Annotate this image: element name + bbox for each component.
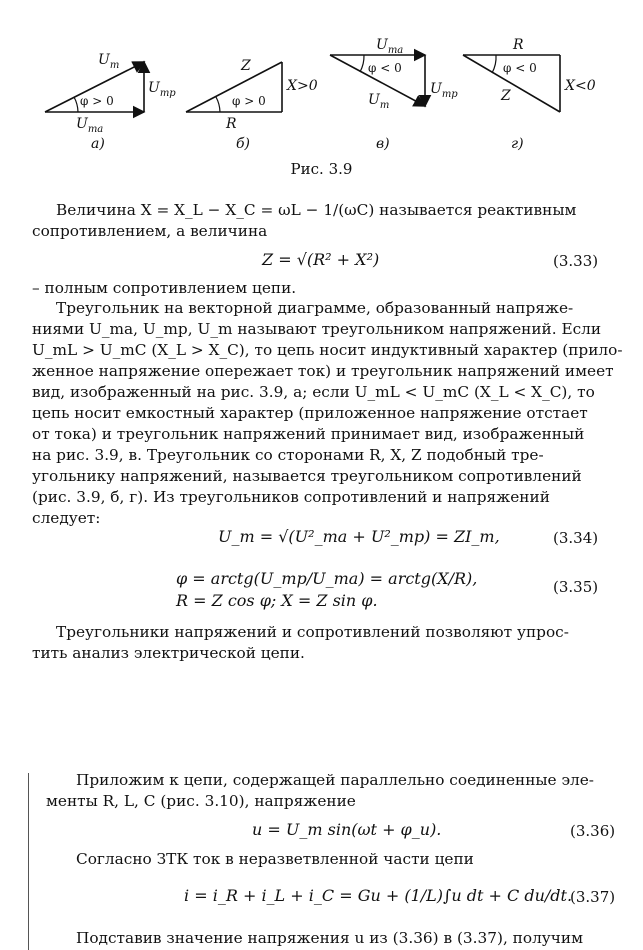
label-a-hyp: $U_m$ xyxy=(98,52,120,71)
label-g-angle: φ < 0 xyxy=(503,61,537,75)
label-v-hyp: $U_m$ xyxy=(368,92,390,111)
paragraph-simplify: Треугольники напряжений и сопротивлений позволяют упрос- тить анализ электрической цепи. xyxy=(32,623,569,662)
tag-g: г) xyxy=(511,136,524,152)
label-g-top: R xyxy=(513,37,524,53)
equation-3-34: U_m = √(U²_ma + U²_mp) = ZI_m, xyxy=(218,527,500,546)
label-g-vert: X<0 xyxy=(565,78,596,94)
figure-caption: Рис. 3.9 xyxy=(290,160,353,178)
label-b-angle: φ > 0 xyxy=(232,94,266,108)
figure-3-9 xyxy=(0,0,643,200)
label-a-base: $U_{ma}$ xyxy=(76,116,104,135)
equation-3-37: i = i_R + i_L + i_C = Gu + (1/L)∫u dt + C du/dt. xyxy=(184,886,573,905)
equation-3-37-number: (3.37) xyxy=(570,888,616,906)
tag-b: б) xyxy=(236,136,251,152)
equation-3-35: φ = arctg(U_mp/U_ma) = arctg(X/R), R = Z cos φ; X = Z sin φ. xyxy=(176,569,478,610)
equation-3-35-number: (3.35) xyxy=(553,578,599,596)
label-b-hyp: Z xyxy=(241,58,251,74)
label-b-vert: X>0 xyxy=(287,78,318,94)
paragraph-parallel: Приложим к цепи, содержащей параллельно соединенные эле- менты R, L, C (рис. 3.10), напряжение xyxy=(46,771,594,810)
paragraph-substitute: Подставив значение напряжения u из (3.36) в (3.37), получим xyxy=(76,929,584,947)
equation-3-33-number: (3.33) xyxy=(553,252,599,270)
tag-a: а) xyxy=(91,136,105,152)
label-a-angle: φ > 0 xyxy=(80,94,114,108)
paragraph-ztk: Согласно ЗТК ток в неразветвленной части цепи xyxy=(76,850,474,868)
label-v-angle: φ < 0 xyxy=(368,61,402,75)
label-b-base: R xyxy=(226,116,237,132)
equation-3-34-number: (3.34) xyxy=(553,529,599,547)
vector-triangles xyxy=(0,0,643,160)
paragraph-triangles: Треугольник на векторной диаграмме, образованный напряже- ниями U_ma, U_mp, U_m называют треугольником напряжений. Если U_mL > U_mC (X_L > X_C), то цепь носит индуктивный характер (прило- женное напряжение опережает ток) и треугольник напряжений имеет вид, изображенный на рис. 3.9, а; если U_mL < U_mC (X_L < X_C), то цепь носит емкостный характер (приложенное напряжение отстает от тока) и треугольник напряжений принимает вид, изображенный на рис. 3.9, в. Треугольник со сторонами R, X, Z подобный тре- угольнику напряжений, называется треугольником сопротивлений (рис. 3.9, б, г). Из треугольников сопротивлений и напряжений следует: xyxy=(32,299,623,527)
equation-3-33: Z = √(R² + X²) xyxy=(262,250,380,269)
label-g-hyp: Z xyxy=(501,88,511,104)
label-v-top: $U_{ma}$ xyxy=(376,37,404,56)
equation-3-36: u = U_m sin(ωt + φ_u). xyxy=(252,820,442,839)
margin-rule xyxy=(28,773,29,950)
tag-v: в) xyxy=(376,136,390,152)
label-a-vert: $U_{mp}$ xyxy=(148,80,176,99)
paragraph-impedance: – полным сопротивлением цепи. xyxy=(32,279,297,297)
paragraph-reactance: Величина X = X_L − X_C = ωL − 1/(ωC) называется реактивным сопротивлением, а величина xyxy=(32,201,577,240)
label-v-vert: $U_{mp}$ xyxy=(430,81,458,100)
equation-3-36-number: (3.36) xyxy=(570,822,616,840)
